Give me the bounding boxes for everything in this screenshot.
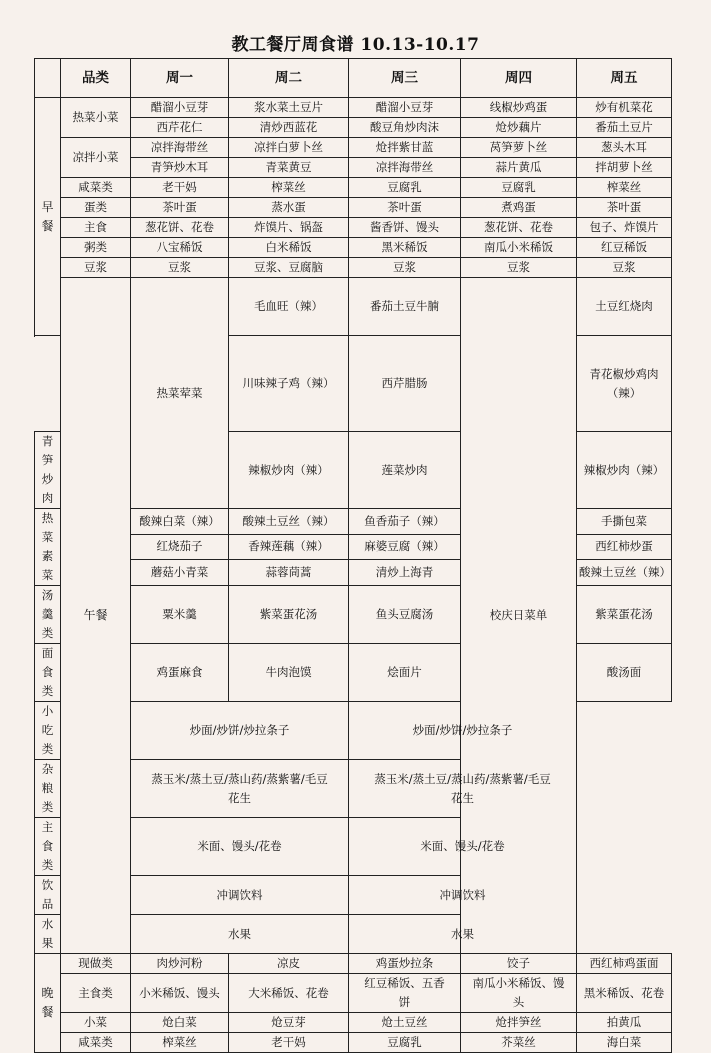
menu-cell: 炒面/炒饼/炒拉条子 <box>131 702 349 760</box>
menu-cell: 黑米稀饭 <box>349 238 461 258</box>
menu-cell: 炝炒藕片 <box>461 118 577 138</box>
menu-cell: 酱香饼、馒头 <box>349 218 461 238</box>
menu-cell: 凉拌海带丝 <box>349 158 461 178</box>
menu-cell: 鸡蛋麻食 <box>131 644 229 702</box>
meal-dinner-label: 晚餐 <box>35 954 61 1053</box>
menu-cell: 毛血旺（辣） <box>229 278 349 336</box>
menu-cell: 豆浆、豆腐脑 <box>229 258 349 278</box>
menu-cell: 榨菜丝 <box>131 1033 229 1053</box>
menu-cell: 西红柿鸡蛋面 <box>577 954 672 974</box>
menu-cell: 葱头木耳 <box>577 138 672 158</box>
menu-cell: 豆腐乳 <box>349 1033 461 1053</box>
category-cell: 豆浆 <box>61 258 131 278</box>
menu-cell: 老干妈 <box>131 178 229 198</box>
table-row <box>35 586 672 644</box>
menu-cell: 青菜黄豆 <box>229 158 349 178</box>
table-row <box>35 702 672 760</box>
menu-cell: 莴笋萝卜丝 <box>461 138 577 158</box>
menu-cell: 西芹腊肠 <box>349 336 461 432</box>
menu-cell: 蒸玉米/蒸土豆/蒸山药/蒸紫薯/毛豆花生 <box>349 760 577 818</box>
menu-cell: 醋溜小豆芽 <box>349 98 461 118</box>
menu-cell: 凉皮 <box>229 954 349 974</box>
menu-cell: 酸汤面 <box>577 644 672 702</box>
menu-cell: 红烧茄子 <box>131 534 229 560</box>
menu-cell: 冲调饮料 <box>349 876 577 915</box>
menu-cell: 辣椒炒肉（辣） <box>577 432 672 509</box>
table-row <box>35 818 672 876</box>
table-row <box>35 560 672 586</box>
menu-cell: 红豆稀饭、五香饼 <box>349 974 461 1013</box>
table-row <box>35 278 672 336</box>
header-category: 品类 <box>61 59 131 98</box>
menu-cell: 线椒炒鸡蛋 <box>461 98 577 118</box>
table-row <box>35 509 672 535</box>
menu-cell: 酸辣土豆丝（辣） <box>229 509 349 535</box>
menu-cell: 烩面片 <box>349 644 461 702</box>
menu-cell: 炝白菜 <box>131 1013 229 1033</box>
header-thu: 周四 <box>461 59 577 98</box>
menu-cell: 番茄土豆牛腩 <box>349 278 461 336</box>
table-row <box>35 198 672 218</box>
menu-cell: 葱花饼、花卷 <box>131 218 229 238</box>
category-cell: 现做类 <box>61 954 131 974</box>
category-cell: 主食类 <box>61 974 131 1013</box>
table-row <box>35 238 672 258</box>
header-row <box>35 59 672 98</box>
menu-cell: 榨菜丝 <box>577 178 672 198</box>
header-fri: 周五 <box>577 59 672 98</box>
table-row <box>35 98 672 118</box>
menu-cell: 土豆红烧肉 <box>577 278 672 336</box>
category-cell: 主食类 <box>35 818 61 876</box>
table-row <box>35 138 672 158</box>
menu-cell: 拌胡萝卜丝 <box>577 158 672 178</box>
menu-cell: 青花椒炒鸡肉（辣） <box>577 336 672 432</box>
table-row <box>35 178 672 198</box>
menu-cell: 蒜蓉茼蒿 <box>229 560 349 586</box>
category-cell: 热菜小菜 <box>61 98 131 138</box>
menu-cell: 白米稀饭 <box>229 238 349 258</box>
menu-cell: 豆腐乳 <box>461 178 577 198</box>
menu-cell: 煮鸡蛋 <box>461 198 577 218</box>
meal-lunch-label: 午餐 <box>61 278 131 954</box>
menu-cell: 香辣莲藕（辣） <box>229 534 349 560</box>
menu-cell: 牛肉泡馍 <box>229 644 349 702</box>
menu-cell: 红豆稀饭 <box>577 238 672 258</box>
menu-cell: 米面、馒头/花卷 <box>349 818 577 876</box>
menu-cell: 芥菜丝 <box>461 1033 577 1053</box>
menu-cell: 冲调饮料 <box>131 876 349 915</box>
menu-cell: 水果 <box>131 915 349 954</box>
menu-cell: 川味辣子鸡（辣） <box>229 336 349 432</box>
menu-cell: 麻婆豆腐（辣） <box>349 534 461 560</box>
table-row <box>35 534 672 560</box>
menu-cell: 清炒西蓝花 <box>229 118 349 138</box>
menu-cell: 鱼头豆腐汤 <box>349 586 461 644</box>
menu-cell: 辣椒炒肉（辣） <box>229 432 349 509</box>
menu-cell: 酸辣土豆丝（辣） <box>577 560 672 586</box>
menu-cell: 西芹花仁 <box>131 118 229 138</box>
menu-cell: 手撕包菜 <box>577 509 672 535</box>
menu-cell: 酸辣白菜（辣） <box>131 509 229 535</box>
category-cell: 杂粮类 <box>35 760 61 818</box>
menu-cell: 南瓜小米稀饭、馒头 <box>461 974 577 1013</box>
menu-cell: 茶叶蛋 <box>131 198 229 218</box>
menu-cell: 鱼香茄子（辣） <box>349 509 461 535</box>
header-meal <box>35 59 61 98</box>
menu-cell: 茶叶蛋 <box>349 198 461 218</box>
menu-cell: 西红柿炒蛋 <box>577 534 672 560</box>
menu-cell: 紫菜蛋花汤 <box>229 586 349 644</box>
menu-cell: 南瓜小米稀饭 <box>461 238 577 258</box>
category-cell: 饮品 <box>35 876 61 915</box>
category-cell: 主食 <box>61 218 131 238</box>
table-row <box>35 954 672 974</box>
category-cell: 汤羹类 <box>35 586 61 644</box>
menu-cell: 葱花饼、花卷 <box>461 218 577 238</box>
table-row <box>35 258 672 278</box>
menu-cell: 米面、馒头/花卷 <box>131 818 349 876</box>
menu-cell: 豆浆 <box>131 258 229 278</box>
menu-cell: 海白菜 <box>577 1033 672 1053</box>
menu-cell: 醋溜小豆芽 <box>131 98 229 118</box>
table-row <box>35 218 672 238</box>
category-cell: 凉拌小菜 <box>61 138 131 178</box>
menu-cell: 炒面/炒饼/炒拉条子 <box>349 702 577 760</box>
menu-cell: 八宝稀饭 <box>131 238 229 258</box>
menu-cell: 凉拌白萝卜丝 <box>229 138 349 158</box>
category-cell: 水果 <box>35 915 61 954</box>
menu-cell: 番茄土豆片 <box>577 118 672 138</box>
menu-cell: 饺子 <box>461 954 577 974</box>
page-title: 教工餐厅周食谱 10.13-10.17 <box>231 35 480 55</box>
table-row <box>35 118 672 138</box>
menu-cell: 豆腐乳 <box>349 178 461 198</box>
header-tue: 周二 <box>229 59 349 98</box>
menu-cell: 炝土豆丝 <box>349 1013 461 1033</box>
header-mon: 周一 <box>131 59 229 98</box>
menu-cell: 豆浆 <box>461 258 577 278</box>
menu-cell: 青笋炒木耳 <box>131 158 229 178</box>
menu-cell: 清炒上海青 <box>349 560 461 586</box>
menu-cell: 豆浆 <box>349 258 461 278</box>
header-wed: 周三 <box>349 59 461 98</box>
menu-cell: 大米稀饭、花卷 <box>229 974 349 1013</box>
weekly-menu-table <box>34 58 672 1053</box>
menu-cell: 鸡蛋炒拉条 <box>349 954 461 974</box>
menu-cell: 蒸水蛋 <box>229 198 349 218</box>
menu-cell: 蒜片黄瓜 <box>461 158 577 178</box>
menu-cell: 莲菜炒肉 <box>349 432 461 509</box>
menu-cell: 炝拌紫甘蓝 <box>349 138 461 158</box>
category-cell: 热菜素菜 <box>35 509 61 586</box>
menu-cell: 肉炒河粉 <box>131 954 229 974</box>
menu-cell: 炝豆芽 <box>229 1013 349 1033</box>
category-cell: 面食类 <box>35 644 61 702</box>
menu-cell: 青笋炒肉 <box>35 432 61 509</box>
menu-cell: 水果 <box>349 915 577 954</box>
table-row <box>35 1013 672 1033</box>
menu-cell: 老干妈 <box>229 1033 349 1053</box>
category-cell: 咸菜类 <box>61 178 131 198</box>
menu-cell: 炒有机菜花 <box>577 98 672 118</box>
category-cell: 小菜 <box>61 1013 131 1033</box>
menu-cell: 炝拌笋丝 <box>461 1013 577 1033</box>
category-cell: 小吃类 <box>35 702 61 760</box>
menu-cell: 豆浆 <box>577 258 672 278</box>
menu-cell: 蘑菇小青菜 <box>131 560 229 586</box>
table-row <box>35 158 672 178</box>
menu-cell: 小米稀饭、馒头 <box>131 974 229 1013</box>
category-cell: 热菜荤菜 <box>131 278 229 509</box>
menu-cell: 包子、炸馍片 <box>577 218 672 238</box>
table-row <box>35 915 672 954</box>
category-cell: 粥类 <box>61 238 131 258</box>
menu-cell: 粟米羹 <box>131 586 229 644</box>
menu-cell: 拍黄瓜 <box>577 1013 672 1033</box>
category-cell: 蛋类 <box>61 198 131 218</box>
table-row <box>35 644 672 702</box>
menu-cell: 榨菜丝 <box>229 178 349 198</box>
table-row <box>35 1033 672 1053</box>
category-cell: 咸菜类 <box>61 1033 131 1053</box>
menu-cell: 炸馍片、锅盔 <box>229 218 349 238</box>
menu-cell: 紫菜蛋花汤 <box>577 586 672 644</box>
menu-cell: 蒸玉米/蒸土豆/蒸山药/蒸紫薯/毛豆花生 <box>131 760 349 818</box>
meal-breakfast-label: 早餐 <box>35 98 61 336</box>
menu-cell: 黑米稀饭、花卷 <box>577 974 672 1013</box>
wednesday-special-menu: 校庆日菜单 <box>461 278 577 954</box>
menu-cell: 酸豆角炒肉沫 <box>349 118 461 138</box>
menu-cell: 茶叶蛋 <box>577 198 672 218</box>
table-row <box>35 876 672 915</box>
menu-cell: 浆水菜土豆片 <box>229 98 349 118</box>
menu-cell: 凉拌海带丝 <box>131 138 229 158</box>
